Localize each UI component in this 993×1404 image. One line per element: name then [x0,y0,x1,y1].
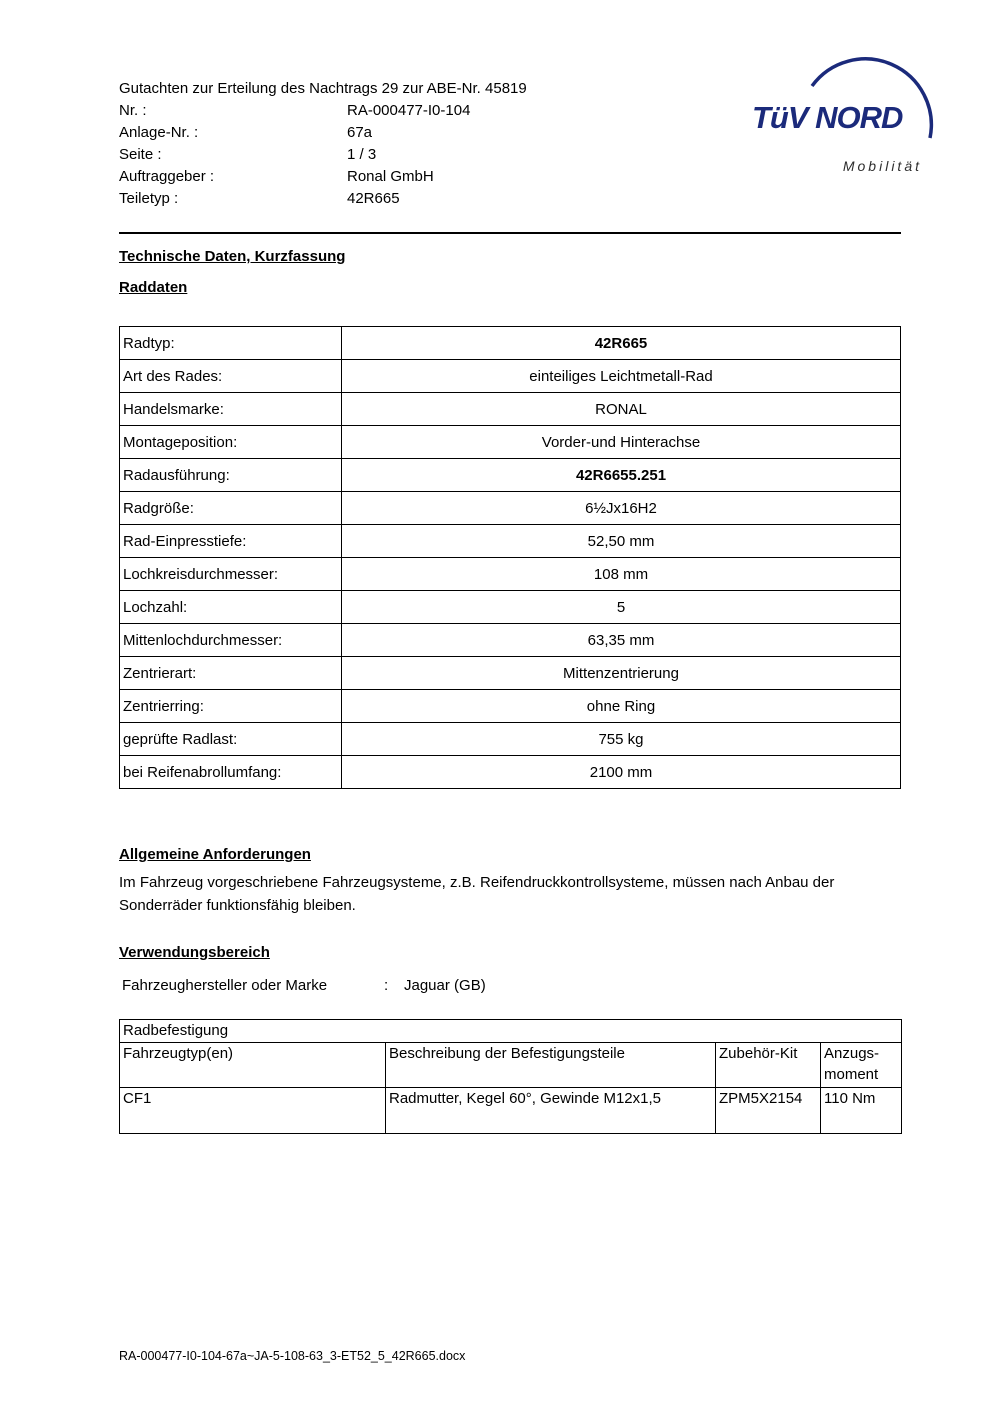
row-value: 5 [342,591,901,624]
header-field-row [119,166,901,188]
table-row [120,327,901,360]
row-label: Handelsmarke: [120,393,342,426]
table-row [120,525,901,558]
field-value: 1 / 3 [347,146,377,163]
field-value: 67a [347,124,373,141]
field-label: Seite : [119,146,162,163]
column-header: Anzugs-moment [821,1043,902,1088]
field-value: RA-000477-I0-104 [347,102,471,119]
field-label: Teiletyp : [119,190,179,207]
row-label: Art des Rades: [120,360,342,393]
table-row [120,459,901,492]
row-label: Zentrierring: [120,690,342,723]
header-divider [119,232,901,234]
field-value: 42R665 [347,190,400,207]
header-field-row [119,144,901,166]
cell-fahrzeugtyp: CF1 [120,1088,386,1134]
field-label: Anlage-Nr. : [119,124,199,141]
radbefestigung-table [119,1019,902,1134]
row-label: Montageposition: [120,426,342,459]
section-heading-verwendungsbereich: Verwendungsbereich [119,944,270,961]
table-row [120,624,901,657]
logo-tagline: Mobilität [842,158,922,174]
row-value: 108 mm [342,558,901,591]
row-label: Lochkreisdurchmesser: [120,558,342,591]
row-value: einteiliges Leichtmetall-Rad [342,360,901,393]
column-header: Zubehör-Kit [716,1043,821,1088]
section-heading-technische-daten: Technische Daten, Kurzfassung [119,248,346,265]
fahrzeughersteller-label: Fahrzeughersteller oder Marke [122,977,328,994]
fahrzeughersteller-separator: : [384,977,389,994]
row-value: 63,35 mm [342,624,901,657]
row-label: Lochzahl: [120,591,342,624]
row-label: Zentrierart: [120,657,342,690]
table-row [120,756,901,789]
table-row [120,690,901,723]
allgemeine-anforderungen-text: Im Fahrzeug vorgeschriebene Fahrzeugsysteme, z.B. Reifendruckkontrollsysteme, müssen nach Anbau der Sonderräder funktionsfähig bleiben. [119,874,835,914]
row-value: ohne Ring [342,690,901,723]
footer-filename: RA-000477-I0-104-67a~JA-5-108-63_3-ET52_5_42R665.docx [119,1349,466,1363]
column-header: Fahrzeugtyp(en) [120,1043,386,1088]
table-row [120,492,901,525]
row-value: 42R6655.251 [342,459,901,492]
field-label: Auftraggeber : [119,168,215,185]
row-value: Vorder-und Hinterachse [342,426,901,459]
row-value: 2100 mm [342,756,901,789]
column-header: Beschreibung der Befestigungsteile [386,1043,716,1088]
row-label: geprüfte Radlast: [120,723,342,756]
cell-anzugsmoment: 110 Nm [821,1088,902,1134]
table-row [120,558,901,591]
table-row [120,657,901,690]
row-label: bei Reifenabrollumfang: [120,756,342,789]
table-row [120,591,901,624]
document-content [119,78,901,1134]
field-value: Ronal GmbH [347,168,434,185]
cell-beschreibung: Radmutter, Kegel 60°, Gewinde M12x1,5 [386,1088,716,1134]
header-field-row [119,122,901,144]
fahrzeughersteller-value: Jaguar (GB) [404,977,486,994]
row-label: Rad-Einpresstiefe: [120,525,342,558]
row-value: 42R665 [342,327,901,360]
table-row [120,723,901,756]
cell-zubehoer-kit: ZPM5X2154 [716,1088,821,1134]
row-label: Radtyp: [120,327,342,360]
table-row [120,393,901,426]
row-value: 755 kg [342,723,901,756]
header-field-row [119,188,901,210]
table-row [120,360,901,393]
table-title-row [120,1020,902,1043]
fahrzeughersteller-line [119,975,901,997]
field-label: Nr. : [119,102,147,119]
table-title: Radbefestigung [120,1020,902,1043]
section-heading-allgemeine-anforderungen: Allgemeine Anforderungen [119,846,311,863]
row-label: Mittenlochdurchmesser: [120,624,342,657]
raddaten-table [119,326,901,789]
row-value: Mittenzentrierung [342,657,901,690]
table-row [120,1088,902,1134]
header-field-row [119,100,901,122]
row-value: RONAL [342,393,901,426]
row-label: Radausführung: [120,459,342,492]
table-header-row [120,1043,902,1088]
row-value: 6½Jx16H2 [342,492,901,525]
row-value: 52,50 mm [342,525,901,558]
section-heading-raddaten: Raddaten [119,279,188,296]
table-row [120,426,901,459]
logo-brand-text: TüV NORD [752,100,903,135]
document-title: Gutachten zur Erteilung des Nachtrags 29 zur ABE-Nr. 45819 [119,80,527,97]
row-label: Radgröße: [120,492,342,525]
